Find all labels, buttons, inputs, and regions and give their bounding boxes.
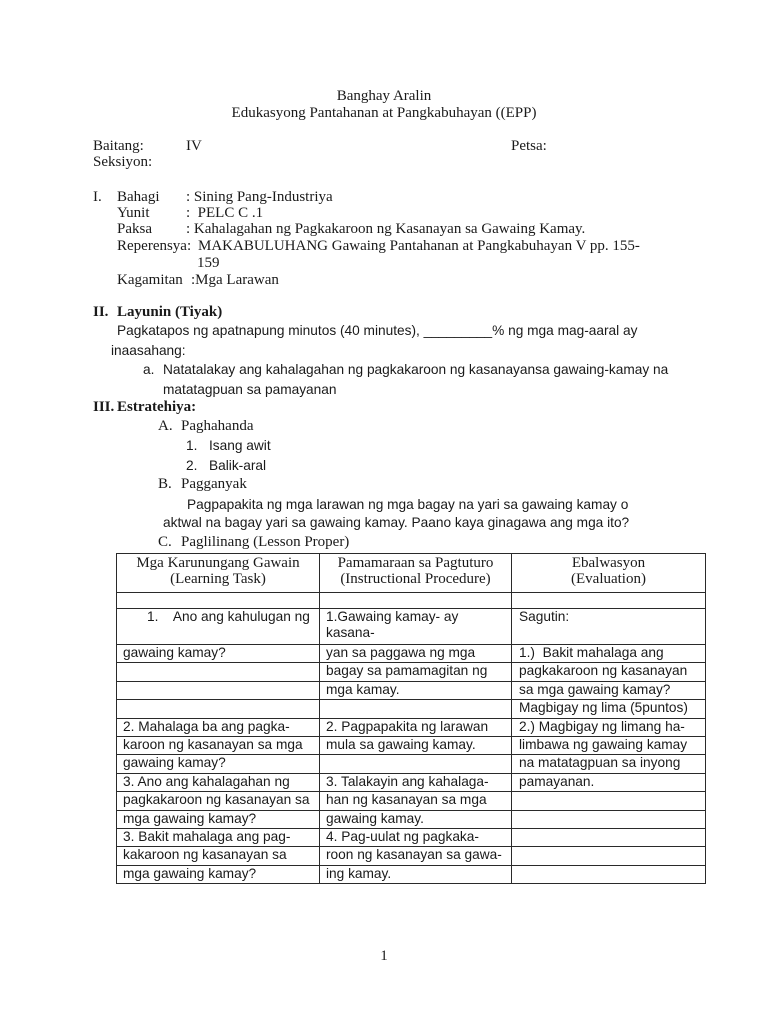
baitang-value: IV bbox=[186, 138, 202, 154]
table-row bbox=[117, 681, 706, 699]
instructional-procedure-cell bbox=[320, 593, 512, 609]
instructional-procedure-cell: gawaing kamay. bbox=[320, 810, 512, 828]
part1-numeral: I. bbox=[93, 189, 102, 205]
instructional-procedure-cell: roon ng kasanayan sa gawa- bbox=[320, 847, 512, 865]
part3-heading: Estratehiya: bbox=[117, 399, 197, 415]
table-row bbox=[117, 645, 706, 663]
evaluation-cell bbox=[512, 847, 706, 865]
table-row bbox=[117, 609, 706, 645]
learning-task-cell: pagkakaroon ng kasanayan sa bbox=[117, 792, 320, 810]
learning-task-cell: gawaing kamay? bbox=[117, 755, 320, 773]
pagganyak-marker: B. bbox=[158, 476, 172, 492]
evaluation-cell: pamayanan. bbox=[512, 773, 706, 791]
table-row bbox=[117, 847, 706, 865]
table-row bbox=[117, 736, 706, 754]
instructional-procedure-cell: yan sa paggawa ng mga bbox=[320, 645, 512, 663]
part2-numeral: II. bbox=[93, 304, 109, 320]
evaluation-cell: limbawa ng gawaing kamay bbox=[512, 736, 706, 754]
yunit-value: : PELC C .1 bbox=[186, 205, 264, 221]
instructional-procedure-cell: mula sa gawaing kamay. bbox=[320, 736, 512, 754]
learning-task-cell: mga gawaing kamay? bbox=[117, 810, 320, 828]
instructional-procedure-cell: 2. Pagpapakita ng larawan bbox=[320, 718, 512, 736]
learning-task-cell: 2. Mahalaga ba ang pagka- bbox=[117, 718, 320, 736]
instructional-procedure-cell bbox=[320, 755, 512, 773]
paghahanda-item-marker: 2. bbox=[186, 458, 198, 473]
kagamitan-label: Kagamitan bbox=[117, 272, 183, 288]
petsa-label: Petsa: bbox=[511, 138, 547, 154]
table-row bbox=[117, 755, 706, 773]
evaluation-cell bbox=[512, 828, 706, 846]
pagganyak-text: aktwal na bagay yari sa gawaing kamay. Paano kaya ginagawa ang mga ito? bbox=[163, 515, 630, 530]
document-subtitle: Edukasyong Pantahanan at Pangkabuhayan ((EPP) bbox=[231, 105, 537, 121]
learning-task-cell: gawaing kamay? bbox=[117, 645, 320, 663]
reperensya-value-continued: 159 bbox=[197, 255, 220, 271]
paksa-label: Paksa bbox=[117, 221, 152, 237]
table-row bbox=[117, 593, 706, 609]
part3-numeral: III. bbox=[93, 399, 115, 415]
lesson-table bbox=[116, 553, 706, 884]
instructional-procedure-cell: 4. Pag-uulat ng pagkaka- bbox=[320, 828, 512, 846]
document-title: Banghay Aralin bbox=[336, 88, 432, 104]
table-header-subtitle: (Evaluation) bbox=[571, 571, 646, 587]
table-row bbox=[117, 700, 706, 718]
paglilinang-label: Paglilinang (Lesson Proper) bbox=[181, 534, 350, 550]
instructional-procedure-cell bbox=[320, 700, 512, 718]
evaluation-cell: Sagutin: bbox=[512, 609, 706, 645]
instructional-procedure-cell: mga kamay. bbox=[320, 681, 512, 699]
instructional-procedure-cell: han ng kasanayan sa mga bbox=[320, 792, 512, 810]
objective-intro-line: inaasahang: bbox=[111, 343, 186, 358]
evaluation-cell: pagkakaroon ng kasanayan bbox=[512, 663, 706, 681]
paglilinang-marker: C. bbox=[158, 534, 172, 550]
table-header-title: Ebalwasyon bbox=[571, 555, 646, 571]
table-row bbox=[117, 810, 706, 828]
yunit-label: Yunit bbox=[117, 205, 150, 221]
learning-task-cell bbox=[117, 700, 320, 718]
bahagi-label: Bahagi bbox=[117, 189, 160, 205]
learning-task-header bbox=[117, 554, 320, 593]
learning-task-cell: karoon ng kasanayan sa mga bbox=[117, 736, 320, 754]
learning-task-cell bbox=[117, 593, 320, 609]
instructional-procedure-cell: ing kamay. bbox=[320, 865, 512, 883]
kagamitan-value: :Mga Larawan bbox=[191, 272, 279, 288]
evaluation-cell bbox=[512, 792, 706, 810]
paghahanda-marker: A. bbox=[158, 418, 173, 434]
instructional-procedure-cell: bagay sa pamamagitan ng bbox=[320, 663, 512, 681]
bahagi-value: : Sining Pang-Industriya bbox=[186, 189, 333, 205]
learning-task-cell: mga gawaing kamay? bbox=[117, 865, 320, 883]
paghahanda-item-label: Isang awit bbox=[209, 438, 271, 453]
learning-task-cell: 3. Bakit mahalaga ang pag- bbox=[117, 828, 320, 846]
learning-task-cell: 3. Ano ang kahalagahan ng bbox=[117, 773, 320, 791]
table-row bbox=[117, 865, 706, 883]
page-number: 1 bbox=[380, 948, 388, 964]
evaluation-cell bbox=[512, 810, 706, 828]
objective-text: Natatalakay ang kahalagahan ng pagkakaroon ng kasanayansa gawaing-kamay na bbox=[163, 362, 669, 377]
paghahanda-item-label: Balik-aral bbox=[209, 458, 267, 473]
learning-task-cell: 1. Ano ang kahulugan ng bbox=[117, 609, 320, 645]
evaluation-cell bbox=[512, 865, 706, 883]
table-body bbox=[117, 593, 706, 884]
reperensya-label: Reperensya: bbox=[117, 238, 192, 254]
reperensya-value: MAKABULUHANG Gawaing Pantahanan at Pangkabuhayan V pp. 155- bbox=[198, 238, 640, 254]
evaluation-cell: 1.) Bakit mahalaga ang bbox=[512, 645, 706, 663]
learning-task-cell bbox=[117, 663, 320, 681]
table-header-title: Pamamaraan sa Pagtuturo bbox=[337, 555, 494, 571]
paghahanda-item-marker: 1. bbox=[186, 438, 198, 453]
part2-heading: Layunin (Tiyak) bbox=[117, 304, 223, 320]
pagganyak-label: Pagganyak bbox=[181, 476, 247, 492]
objective-intro-line: Pagkatapos ng apatnapung minutos (40 minutes), _________% ng mga mag-aaral ay bbox=[117, 323, 638, 338]
evaluation-cell bbox=[512, 593, 706, 609]
evaluation-cell: 2.) Magbigay ng limang ha- bbox=[512, 718, 706, 736]
evaluation-cell: na matatagpuan sa inyong bbox=[512, 755, 706, 773]
instructional-procedure-cell: 3. Talakayin ang kahalaga- bbox=[320, 773, 512, 791]
pagganyak-text: Pagpapakita ng mga larawan ng mga bagay na yari sa gawaing kamay o bbox=[187, 497, 629, 512]
table-row bbox=[117, 828, 706, 846]
table-header-row bbox=[117, 554, 706, 593]
objective-text: matatagpuan sa pamayanan bbox=[163, 382, 337, 397]
table-row bbox=[117, 773, 706, 791]
table-row bbox=[117, 792, 706, 810]
seksiyon-label: Seksiyon: bbox=[93, 154, 153, 170]
baitang-label: Baitang: bbox=[93, 138, 144, 154]
table-row bbox=[117, 718, 706, 736]
learning-task-cell bbox=[117, 681, 320, 699]
table-row bbox=[117, 663, 706, 681]
learning-task-cell: kakaroon ng kasanayan sa bbox=[117, 847, 320, 865]
paksa-value: : Kahalagahan ng Pagkakaroon ng Kasanayan sa Gawaing Kamay. bbox=[186, 221, 586, 237]
instructional-procedure-cell: 1.Gawaing kamay- ay kasana- bbox=[320, 609, 512, 645]
paghahanda-label: Paghahanda bbox=[181, 418, 254, 434]
instructional-procedure-header bbox=[320, 554, 512, 593]
table-header-subtitle: (Learning Task) bbox=[170, 571, 266, 587]
evaluation-cell: sa mga gawaing kamay? bbox=[512, 681, 706, 699]
evaluation-header bbox=[512, 554, 706, 593]
objective-marker: a. bbox=[143, 362, 155, 377]
table-header-subtitle: (Instructional Procedure) bbox=[340, 571, 491, 587]
evaluation-cell: Magbigay ng lima (5puntos) bbox=[512, 700, 706, 718]
table-header-title: Mga Karunungang Gawain bbox=[136, 555, 300, 571]
